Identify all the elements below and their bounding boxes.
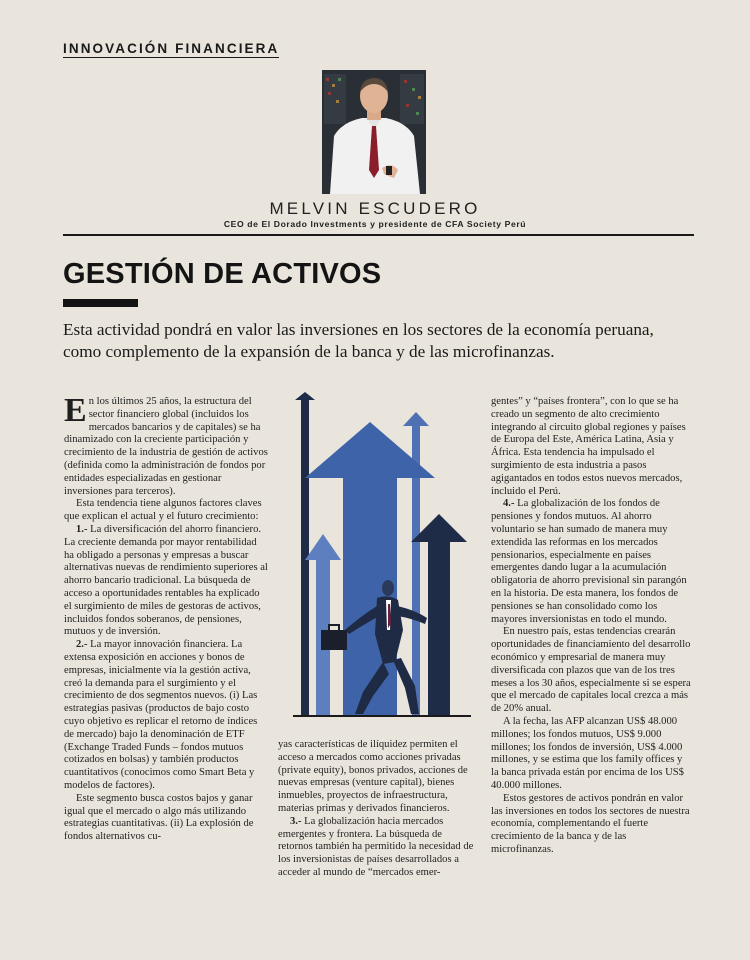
article-column-1 <box>64 392 268 844</box>
paragraph: 2.- La mayor innovación financiera. La extensa exposición en acciones y bonos de empresas, inicialmente vía la gestión activa, creó la demanda para el surgimiento y el crecimiento de dos segmentos nuevos. (i) Las estrategias pasivas (productos de bajo costo cuyo objetivo es replicar el retorno de índices de mercado) bajo la denominación de ETF (Exchange Traded Funds – fondos mutuos cotizados en bolsas) y también productos cuantitativos (conocimos como Smart Beta y modelos de factores). <box>64 639 258 791</box>
article-deck: Esta actividad pondrá en valor las inversiones en los sectores de la economía peruana, como complemento de la expansión de la banca y de las microfinanzas. <box>63 320 654 361</box>
article-column-3 <box>491 396 691 857</box>
paragraph: 4.- La globalización de los fondos de pensiones y fondos mutuos. Al ahorro voluntario se han sumado de manera muy extendida las reformas en los mercados pensionarios, especialmente en países emergentes dando lugar a la acumulación obligatoria de ahorro previsional sin parangón en la historia. De esta manera, los fondos de pensiones se han consolidado como los mayores inversionistas en todo el mundo. <box>491 498 687 625</box>
paragraph: 3.- La globalización hacia mercados emergentes y frontera. La búsqueda de retornos también ha permitido la necesidad de los inversionistas de países desarrollados a acceder al mundo de “mercados emer- <box>278 815 474 878</box>
paragraph: A la fecha, las AFP alcanzan US$ 48.000 millones; los fondos mutuos, US$ 9.000 millones; los fondos de inversión, US$ 4.000 millones, y se estima que los family offices y la banca privada están por encima de los US$ 40.000 millones. <box>491 715 684 791</box>
paragraph: Esta tendencia tiene algunos factores claves que explican el actual y el futuro crecimiento: <box>64 498 262 523</box>
paragraph: En los últimos 25 años, la estructura del sector financiero global (incluidos los mercados bancarios y de capitales) se ha dinamizado con la creciente participación y crecimiento de la industria de gestión de activos (definida como la administración de fondos por entidades especializadas en gestionar inversiones para terceros). <box>64 392 268 497</box>
paragraph: En nuestro país, estas tendencias crearán oportunidades de financiamiento del desarrollo económico y empresarial de manera muy diversificada con plazos que van de los tres meses a los 30 años, especialmente si se espera que el mercado de capitales local crezca a más de 20% anual. <box>491 626 691 715</box>
drop-cap: E <box>64 392 87 429</box>
section-label: INNOVACIÓN FINANCIERA <box>63 41 280 56</box>
header-divider <box>63 234 694 236</box>
paragraph: Estos gestores de activos pondrán en valor las inversiones en todos los sectores de nuestra economía, complementando el fuerte crecimiento de la banca y de las microfinanzas. <box>491 792 690 855</box>
headline-underline-bar <box>63 299 138 307</box>
article-headline: GESTIÓN DE ACTIVOS <box>63 258 382 290</box>
paragraph: yas características de ilíquidez permiten el acceso a mercados como acciones privadas (private equity), bonos privados, acciones de nuevas empresas (venture capital), bienes inmuebles, proyectos de infraestructura, materias primas y derivados financieros. <box>278 739 468 814</box>
author-photo <box>322 70 426 194</box>
author-title: CEO de El Dorado Investments y presidente de CFA Society Perú <box>223 219 527 229</box>
author-name: MELVIN ESCUDERO <box>269 199 481 218</box>
paragraph: Este segmento busca costos bajos y ganar igual que el mercado o algo más utilizando estrategias cuantitativas. (ii) La explosión de fondos alternativos cu- <box>64 792 254 843</box>
rising-arrows-illustration <box>285 392 475 722</box>
paragraph: 1.- La diversificación del ahorro financiero. La creciente demanda por mayor rentabilidad ha obligado a personas y empresas a buscar alternativas nuevas de rendimiento superiores al ahorro bancario tradicional. La búsqueda de acceso a oportunidades rentables ha explicado el surgimiento de miles de gestoras de activos, incluidos fondos soberanos, de pensiones, mutuos y de inversión. <box>64 523 268 638</box>
article-column-2 <box>278 739 475 880</box>
paragraph: gentes” y “países frontera”, con lo que se ha creado un segmento de alto crecimiento integrando al circuito global regiones y países de Europa del Este, América Latina, Asia y África. Esta tendencia ha impulsado el surgimiento de esta industria a pasos agigantados en todos estos nuevos mercados, incluido el Perú. <box>491 396 686 497</box>
